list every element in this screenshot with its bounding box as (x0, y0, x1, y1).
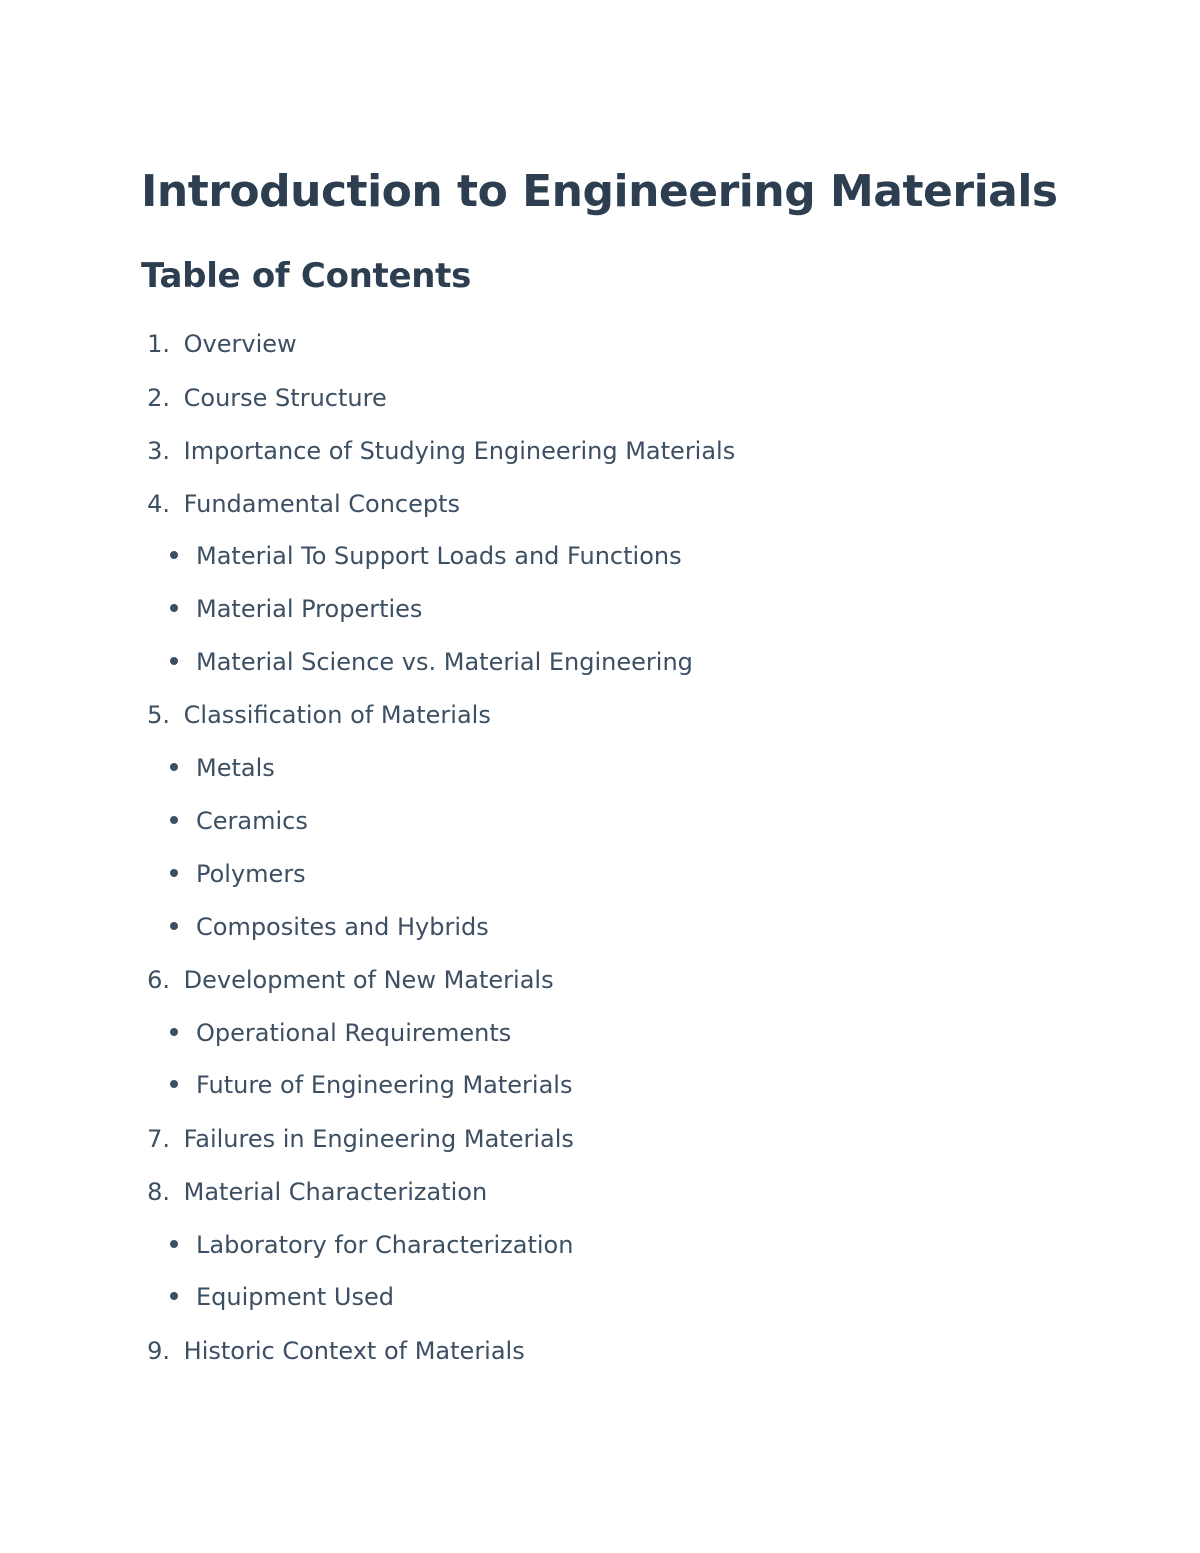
toc-subitem-label: Metals (196, 754, 275, 782)
toc-item-label: Classification of Materials (183, 701, 491, 729)
toc-item-number: 8. (147, 1178, 170, 1206)
toc-item-number: 2. (147, 384, 170, 412)
toc-item-importance (141, 433, 735, 469)
toc-subitem-composites (170, 909, 489, 945)
toc-subitem-future (170, 1067, 572, 1103)
toc-item-label: Fundamental Concepts (183, 490, 461, 518)
toc-subitem-label: Material To Support Loads and Functions (196, 542, 682, 570)
toc-item-overview (141, 326, 297, 362)
toc-item-number: 5. (147, 701, 170, 729)
toc-subitem-polymers (170, 856, 306, 892)
toc-subitem-label: Operational Requirements (196, 1019, 512, 1047)
toc-subitem-label: Polymers (196, 860, 306, 888)
toc-item-course-structure (141, 380, 387, 416)
bullet-icon (170, 657, 178, 665)
toc-item-classification (141, 697, 491, 733)
toc-item-label: Course Structure (183, 384, 387, 412)
toc-subitem-label: Equipment Used (196, 1283, 394, 1311)
toc-item-fundamental-concepts (141, 486, 460, 522)
bullet-icon (170, 922, 178, 930)
toc-subitem-label: Material Science vs. Material Engineering (196, 648, 693, 676)
toc-subitem-science-vs-engineering (170, 644, 693, 680)
toc-subitem-label: Composites and Hybrids (196, 913, 489, 941)
toc-item-failures (141, 1121, 574, 1157)
bullet-icon (170, 869, 178, 877)
document-title: Introduction to Engineering Materials (141, 166, 1058, 217)
bullet-icon (170, 816, 178, 824)
toc-subitem-label: Material Properties (196, 595, 423, 623)
bullet-icon (170, 1240, 178, 1248)
toc-item-number: 7. (147, 1125, 170, 1153)
toc-heading: Table of Contents (141, 256, 472, 296)
toc-item-label: Importance of Studying Engineering Materials (183, 437, 736, 465)
toc-item-number: 3. (147, 437, 170, 465)
bullet-icon (170, 1292, 178, 1300)
bullet-icon (170, 763, 178, 771)
toc-subitem-ceramics (170, 803, 308, 839)
toc-subitem-operational (170, 1015, 511, 1051)
toc-item-number: 9. (147, 1337, 170, 1365)
toc-subitem-equipment (170, 1279, 394, 1315)
toc-item-number: 1. (147, 330, 170, 358)
toc-item-label: Material Characterization (183, 1178, 488, 1206)
toc-item-label: Historic Context of Materials (183, 1337, 525, 1365)
toc-item-characterization (141, 1174, 487, 1210)
toc-item-label: Failures in Engineering Materials (183, 1125, 574, 1153)
toc-subitem-metals (170, 750, 275, 786)
toc-item-historic-context (141, 1333, 525, 1369)
toc-subitem-label: Laboratory for Characterization (196, 1231, 574, 1259)
toc-subitem-loads-functions (170, 538, 682, 574)
toc-item-number: 6. (147, 966, 170, 994)
bullet-icon (170, 1080, 178, 1088)
toc-subitem-laboratory (170, 1227, 573, 1263)
bullet-icon (170, 604, 178, 612)
toc-item-label: Development of New Materials (183, 966, 554, 994)
toc-item-number: 4. (147, 490, 170, 518)
toc-item-label: Overview (183, 330, 297, 358)
toc-item-development (141, 962, 554, 998)
toc-subitem-label: Future of Engineering Materials (196, 1071, 573, 1099)
bullet-icon (170, 1028, 178, 1036)
bullet-icon (170, 551, 178, 559)
toc-subitem-material-properties (170, 591, 422, 627)
toc-subitem-label: Ceramics (196, 807, 308, 835)
